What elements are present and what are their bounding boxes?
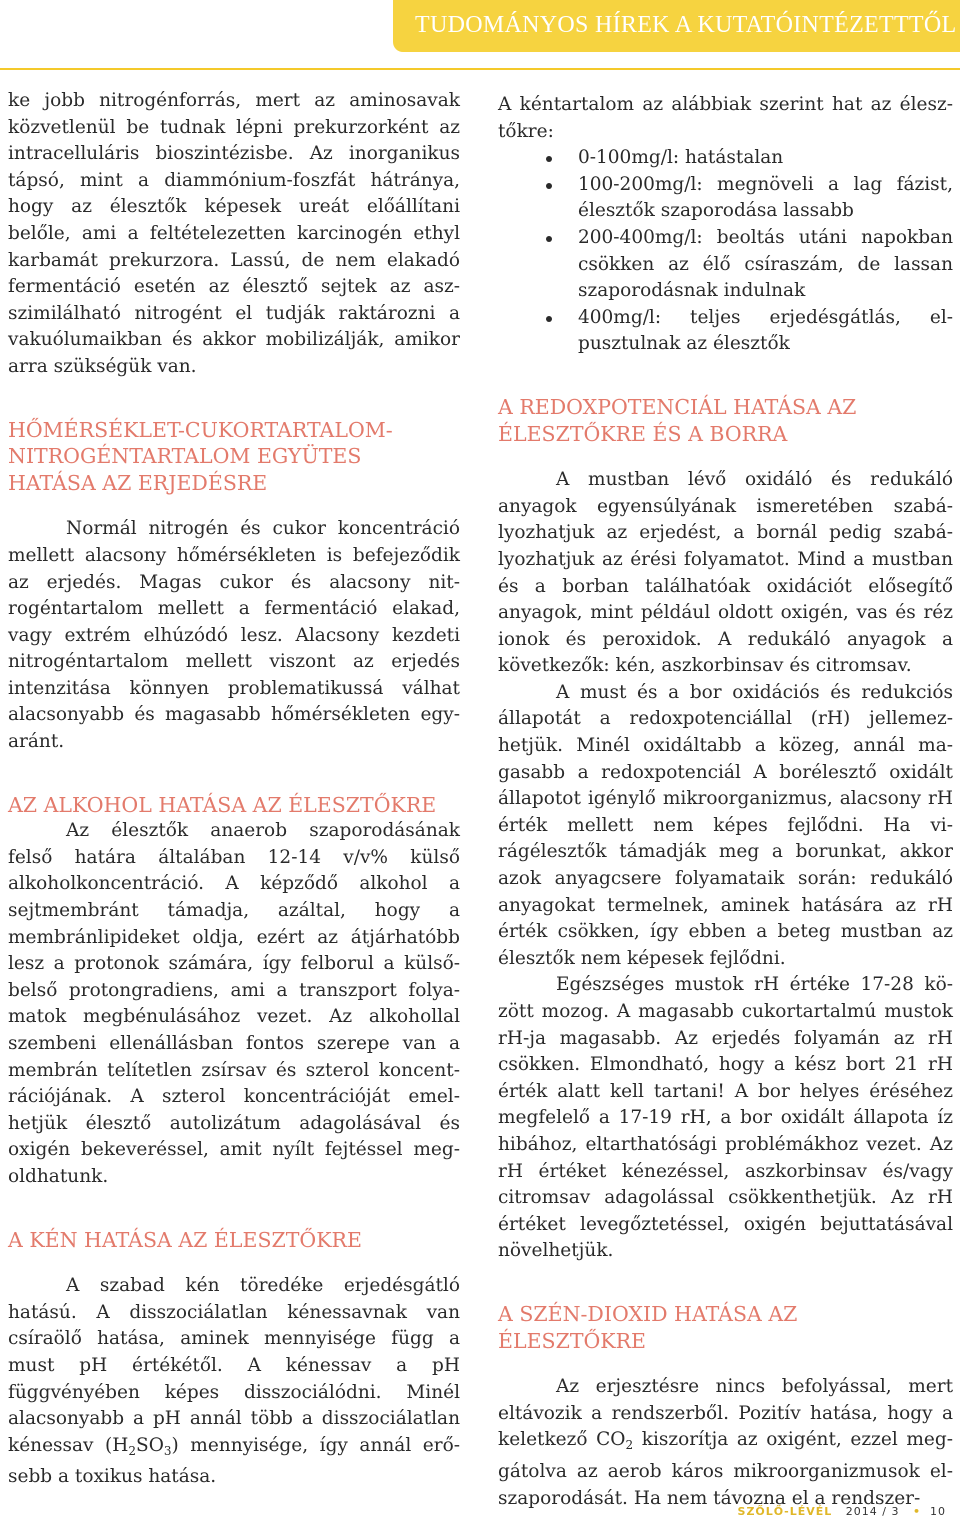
page-footer: SZŐLŐ-LÉVÉL 2014 / 3 • 10	[737, 1505, 946, 1518]
header-title: TUDOMÁNYOS HÍREK A KUTATÓINTÉZETTTŐL	[415, 12, 957, 38]
section-heading-temperature: HŐMÉRSÉKLET-CUKORTARTALOM-NITROGÉNTARTALOM EGYÜTES HATÁSA AZ ERJEDÉSRE	[8, 417, 393, 495]
header-rule	[0, 68, 960, 70]
paragraph-redox-2: A must és a bor oxidációs és redukciós állapotát a redoxpotenciállal (rH) jellemezhetjük. Minél oxidáltabb a közeg, annál magasabb a redoxpotenciál A borélesztő oxidált állapotot igénylő mikroorganizmus, alacsony rH érték mellett nem képes fejlődni. Ha virágélesztők támadják meg a borunkat, akkor azok anyagcsere folyamataik során: redukáló anyagokat termelnek, aminek hatására az rH érték csökken, így ebben a beteg mustban az élesztők nem képesek fejlődni.	[498, 681, 953, 969]
section-heading-alcohol: AZ ALKOHOL HATÁSA AZ ÉLESZTŐKRE	[8, 792, 437, 817]
list-item: 200-400mg/l: beoltás utáni napokban csökken az élő csíraszám, de lassan szaporodásnak indulnak	[498, 225, 953, 305]
section-heading-redox: A REDOXPOTENCIÁL HATÁSA AZ ÉLESZTŐKRE ÉS A BORRA	[498, 394, 857, 446]
section-heading-co2: A SZÉN-DIOXID HATÁSA AZ ÉLESZTŐKRE	[498, 1301, 798, 1353]
sulfur-effect-list	[498, 145, 953, 358]
list-item: 100-200mg/l: megnöveli a lag fázist, élesztők szaporodása lassabb	[498, 172, 953, 225]
bullet-icon	[546, 183, 552, 189]
footer-page-number: 10	[930, 1505, 946, 1518]
bullet-icon	[546, 156, 552, 162]
paragraph-redox-1: A mustban lévő oxidáló és redukáló anyagok egyensúlyának ismeretében szabályozhatjuk az erjedést, a bornál pedig szabályozhatjuk az érési folyamatot. Mind a mustban és a borban találhatóak oxidációt elősegítő anyagok, mint például oldott oxigén, vas és réz ionok és peroxidok. A redukáló anyagok a következők: kén, aszkorbinsav és citromsav.	[498, 469, 953, 677]
left-column	[8, 88, 460, 1491]
right-column	[498, 92, 953, 1512]
list-item: 400mg/l: teljes erjedésgátlás, elpusztulnak az élesztők	[498, 305, 953, 358]
paragraph-co2: Az erjesztésre nincs befolyással, mert eltávozik a rendszerből. Pozitív hatása, hogy a keletkező $CO_2$ kiszorítja az oxigént, ezzel meggátolva az aerob káros mikroorganizmusok elszaporodását. Ha nem távozna el a rendszer-	[498, 1376, 953, 1509]
paragraph-redox-3: Egészséges mustok rH értéke 17-28 között mozog. A magasabb cukortartalmú mustok rH-ja magasabb. Az erjedés folyamán az rH csökken. Elmondható, hogy a kész bort 21 rH érték alatt kell tartani! A bor helyes éréséhez megfelelő a 17-19 rH, a bor oxidált állapota íz hibához, eltarthatósági problémákhoz vezet. Az rH értéket kénezéssel, aszkorbinsav és/vagy citromsav adagolással csökkenthetjük. Az rH értéket levegőztetéssel, oxigén bejuttatásával növelhetjük.	[498, 974, 953, 1262]
right-intro-paragraph: A kéntartalom az alábbiak szerint hat az élesztőkre:	[498, 94, 953, 142]
footer-issue: 2014 / 3	[845, 1505, 900, 1518]
paragraph-temperature: Normál nitrogén és cukor koncentráció mellett alacsony hőmérsékleten is befejeződik az erjedés. Magas cukor és alacsony nitrogéntartalom mellett a fermentáció elakad, vagy extrém elhúzódó lesz. Alacsony kezdeti nitrogéntartalom mellett viszont az erjedés intenzitása könnyen problematikussá válhat alacsonyabb és magasabb hőmérsékleten egyaránt.	[8, 518, 460, 753]
bullet-icon	[546, 316, 552, 322]
footer-publication: SZŐLŐ-LÉVÉL	[737, 1505, 833, 1518]
paragraph-sulfur: A szabad kén töredéke erjedésgátló hatású. A disszociálatlan kénessavnak van csíraölő hatása, aminek mennyisége függ a must pH értékétől. A kénessav a pH függvényében képes disszociálódni. Minél alacsonyabb a pH annál több a disszociálatlan kénessav $(H_2SO_3)$ mennyisége, így annál erősebb a toxikus hatása.	[8, 1275, 460, 1488]
list-item: 0-100mg/l: hatástalan	[498, 145, 953, 172]
header-band	[393, 0, 960, 52]
section-heading-sulfur: A KÉN HATÁSA AZ ÉLESZTŐKRE	[8, 1227, 362, 1252]
paragraph-alcohol: Az élesztők anaerob szaporodásának felső határa általában 12-14 v/v% külső alkoholkoncentráció. A képződő alkohol a sejtmembránt támadja, azáltal, hogy a membránlipideket oldja, ezért az átjárhatóbb lesz a protonok számára, így felborul a külső-belső protongradiens, ami a transzport folyamatok megbénulásához vezet. Az alkohollal szembeni ellenállásban fontos szerepe van a membrán telítetlen zsírsav és szterol koncentrációjának. A szterol koncentrációját emelhetjük élesztő autolizátum adagolásával és oxigén bekeveréssel, amit nyílt fejtéssel megoldhatunk.	[8, 820, 460, 1187]
bullet-icon	[546, 236, 552, 242]
left-intro-paragraph: ke jobb nitrogénforrás, mert az aminosavak közvetlenül be tudnak lépni prekurzorként az intracelluláris bioszintézisbe. Az inorganikus tápsó, mint a diammónium-foszfát hátránya, hogy az élesztők képesek ureát előállítani belőle, ami a feltételezetten karcinogén ethyl karbamát prekurzora. Lassú, de nem elakadó fermentáció esetén az élesztő sejtek az aszszimilálható nitrogént el tudják raktározni a vakuólumaikban és akkor mobilizálják, amikor arra szükségük van.	[8, 90, 460, 377]
